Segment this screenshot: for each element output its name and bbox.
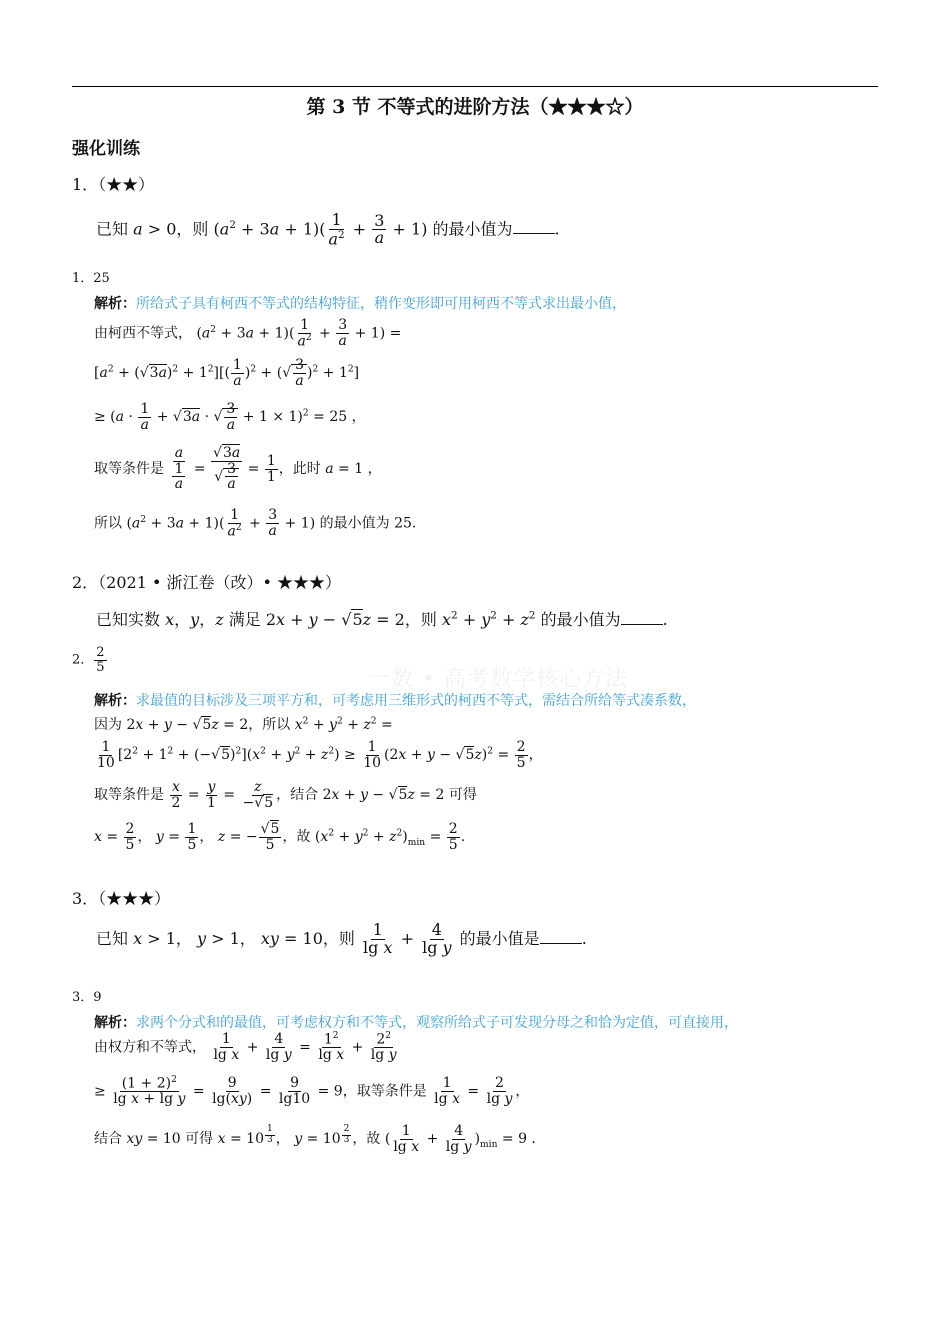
solution-2-step-2: $\frac{1}{10}$ $[2^2 + 1^2 + (-√5)^2](x^2 + y^2 + z^2)$ ≥ $\frac{1}{10}$ $(2x + y - √5z)^2$ = $\frac{2}{5}$ ， (97, 739, 543, 771)
answer-blank (513, 233, 555, 234)
problem-1-label: 1．（★★） (72, 175, 155, 194)
answer-1: 1．25 (72, 271, 110, 286)
solution-1-step-4: 取等条件是 $\frac{a}{\frac{1}{a}}$ = √3a √ $\frac{3}{a}$ = $\frac{1}{1}$ ，此时 a = 1 ， (94, 445, 382, 493)
problem-2-label: 2．（2021 • 浙江卷（改）• ★★★） (72, 573, 342, 592)
analysis-1: 解析：所给式子具有柯西不等式的结构特征，稍作变形即可用柯西不等式求出最小值， (94, 296, 626, 312)
problem-3-statement: 已知 x > 1， y > 1， xy = 10，则 $\frac{1}{\text{lg x}}$ + $\frac{4}{\text{lg y}}$ 的最小值是 . (96, 920, 587, 957)
solution-3-step-2: ≥ $\frac{(1 + 2)^2}{\text{lg x + lg y}}$ = $\frac{9}{\lg(xy)}$ = $\frac{9}{\lg 10}$ = 9，取等条件是 $\frac{1}{\text{lg x}}$ = $\frac{2}{\text{lg y}}$ ， (94, 1075, 530, 1108)
watermark: 一数 • 高考数学核心方法 (368, 667, 628, 692)
answer-blank (621, 624, 663, 625)
solution-2-step-4: x = $\frac{2}{5}$ ， y = $\frac{1}{5}$ ， z = − $\frac{√5}{5}$ ，故 $(x^2 + y^2 + z^2)_{min}$ = $\frac{2}{5}$ . (94, 821, 466, 853)
solution-3-step-3: 结合 xy = 10 可得 x = 10 $^{\frac{1}{3}}$ ， y = 10 $^{\frac{2}{3}}$ ，故 ( $\frac{1}{\text{lg x}}$ + $\frac{4}{\text{lg y}}$ )$_{min} = 9$ . (94, 1123, 536, 1155)
top-rule (72, 86, 878, 87)
answer-blank (540, 943, 582, 944)
analysis-2: 解析：求最值的目标涉及三项平方和，可考虑用三维形式的柯西不等式，需结合所给等式凑系数， (94, 693, 696, 709)
page-title: 第 3 节 不等式的进阶方法（★★★☆） (306, 96, 644, 118)
analysis-3: 解析：求两个分式和的最值，可考虑权方和不等式，观察所给式子可发现分母之和恰为定值，可直接用， (94, 1015, 738, 1031)
solution-2-step-1: 因为 2x + y − √5z = 2，所以 $x^2 + y^2 + z^2$ = (94, 716, 393, 733)
solution-3-step-1: 由权方和不等式， $\frac{1}{\text{lg x}}$ + $\frac{4}{\text{lg y}}$ = $\frac{1^2}{\text{lg x}}$ + $\frac{2^2}{\text{lg y}}$ (94, 1031, 397, 1064)
solution-1-step-2: $[a^2 + (√3a)^2 + 1^2]$[( $\frac{1}{a}$ )$^2$ + (√ $\frac{3}{a}$ )$^2 + 1^2$] (94, 357, 360, 389)
problem-1-statement: 已知 a > 0，则 $(a^2 + 3a + 1)$( $\frac{1}{a^2}$ + $\frac{3}{a}$ + 1) 的最小值为 . (96, 210, 560, 249)
answer-3: 3．9 (72, 990, 102, 1005)
solution-1-step-5: 所以 $(a^2 + 3a + 1)$( $\frac{1}{a^2}$ + $\frac{3}{a}$ + 1) 的最小值为 25. (94, 507, 417, 540)
problem-2-statement: 已知实数 x，y，z 满足 2x + y − √5z = 2，则 $x^2 + y^2 + z^2$ 的最小值为 . (96, 609, 668, 629)
solution-1-step-1: 由柯西不等式， $(a^2 + 3a + 1)$( $\frac{1}{a^2}$ + $\frac{3}{a}$ + 1) = (94, 317, 402, 350)
problem-3-label: 3．（★★★） (72, 889, 171, 908)
solution-1-step-3: ≥ (a · $\frac{1}{a}$ + √3a · √ $\frac{3}{a}$ + 1 × 1)$^2$ = 25 ， (94, 401, 366, 433)
section-heading: 强化训练 (72, 139, 140, 159)
solution-2-step-3: 取等条件是 $\frac{x}{2}$ = $\frac{y}{1}$ = $\frac{z}{-√5}$ ，结合 2x + y − √5z = 2 可得 (94, 779, 477, 811)
answer-2: 2． $\frac{2}{5}$ (72, 645, 105, 675)
